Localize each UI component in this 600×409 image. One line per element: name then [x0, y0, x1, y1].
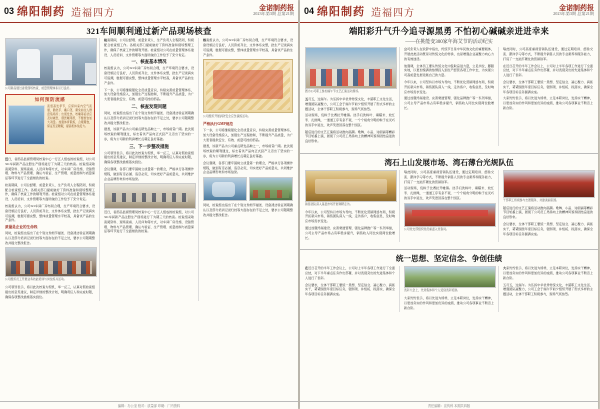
- right-para-9: 在近日召开的半年工作会议上，公司对上半年各项工作进行了全面总结，对下半年重点任务作出部署，并对表现突出的先进集体和个人进行了表彰。: [503, 63, 593, 78]
- left-para-1: 近日，省药品监督管理局核查中心一行五人组成的检查组，对公司321车间新产品注册生产现场进行了为期三天的核查。检查组采取查阅资料、现场查看、人员问询等方式，对车间厂房设施、设备管理、物料与产品管理、确认与验证、生产管理、质量控制与质量保证等环节进行了全面细致的检查。: [5, 156, 96, 181]
- photo-strip-2: [249, 177, 293, 201]
- caption-market-visit: 销售团队深入基层市场开展调研走访。: [305, 203, 353, 207]
- right-mid-para-1: 今年以来，公司坚持以市场为导向，不断优化营销网络布局，积极开拓新兴市场，销售团队深入一线，走访客户，收集信息，及时响应市场需求变化。: [305, 209, 395, 224]
- right-para-6: 今年以来，公司坚持以市场为导向，不断优化营销网络布局，积极开拓新兴市场，销售团队深入一线，走访客户，收集信息，及时响应市场需求变化。: [404, 80, 494, 94]
- left-para-16: 据悉，该新产品为公司重点研发品种之一，市场前景广阔。此次现场核查的顺利通过，标志着该产品向正式投产又迈出了坚实的一步，将为公司新的利润增长点奠定良好基础。: [203, 144, 293, 159]
- left-col-2: [99, 38, 194, 301]
- left-folio: 03: [4, 6, 15, 16]
- right-para-3: 随后进行的文艺汇演将活动推向高潮。歌舞、小品、诗朗诵等精彩节目轮番上演，展现了公司员工昂扬向上的精神风貌和团结奋进的良好形象。: [305, 129, 395, 144]
- caption-award-ceremony: 表彰大会上，先进集体和个人受到表彰奖励。: [404, 289, 460, 293]
- left-main-headline: 321车间顺利通过新产品现场核查: [86, 27, 212, 36]
- left-masthead-sub: 造福四方: [71, 7, 116, 19]
- right-para-10: 会议要求，全体干部职工要统一思想、坚定信念、凝心聚力、真抓实干，紧紧围绕年度目标任务，强弱项、补短板、抓落实，确保全年各项目标任务圆满完成。: [503, 80, 593, 94]
- right-bot-col-2: [399, 266, 494, 312]
- infobox-title: 如何预防流感: [34, 96, 66, 102]
- right-bot-para-4: 大家纷纷表示，将以先进为榜样，立足本职岗位，发扬实干精神，以更加务实的作风和更加优异的成绩，推动公司各项事业不断迈上新台阶。: [503, 266, 594, 280]
- right-main-headline: 端阳彩升气升今追寻源黑勇 不怕初心碱碱亲进进幸来: [348, 27, 550, 36]
- left-photo-strip: [203, 177, 293, 201]
- left-masthead-title: 绵阳制药: [17, 6, 66, 18]
- right-para-1: 五月五，过端午。为弘扬中华优秀传统文化，丰富职工文化生活，增强团队凝聚力，公司工会于端午节前夕组织开展了形式多样的主题活动，全体干部职工积极参与，现场气氛热烈。: [305, 96, 396, 111]
- caption-training: 公司组织员工开展业务技能培训与岗位练兵活动。: [5, 278, 67, 282]
- left-para-2: 检查期间，公司总经理、质量负责人、生产负责人全程陪同，积极配合检查组工作。各相关部门提前做好了资料准备和现场整理工作，确保了核查工作的顺利开展。检查组对公司在质量管理体系建设、人员培训、文件管理等方面所做的工作给予了充分肯定。: [5, 182, 95, 202]
- caption-poster: 公司组织开展消防安全应急演练活动。: [203, 115, 251, 119]
- photo-market-visit: [305, 170, 397, 202]
- left-para-9: 同时，检查组也指出了在个别文件细节描述、设备清洁验证周期确认以及部分培训记录归档等方面存在的不足之处，要求公司限期整改并提交整改报告。: [104, 110, 194, 125]
- left-para-13: 近日，省药品监督管理局核查中心一行五人组成的检查组，对公司321车间新产品注册生产现场进行了为期三天的核查。检查组采取查阅资料、现场查看、人员问询等方式，对车间厂房设施、设备管理、物料与产品管理、确认与验证、生产管理、质量控制与质量保证等环节进行了全面细致的检查。: [104, 210, 194, 234]
- left-para-15: 下一步，公司将继续强化全员质量意识，持续完善质量管理体系，加大设备设施投入，加强生产过程控制，不断提升产品质量，为广大患者提供安全、有效、质量可控的药品。: [203, 128, 293, 142]
- infobox-text: 流感高发季节，应保持室内空气流通，勤洗手、戴口罩，避免前往人群密集场所；出现发热、咳嗽等症状应及时就医，遵医嘱用药，不要擅自加大剂量。加强体育锻炼，合理膳食，保证充足睡眠，提高机体免疫力。: [47, 104, 92, 129]
- right-mid-col-2: [399, 170, 494, 242]
- right-para-11: 大家纷纷表示，将以先进为榜样，立足本职岗位，发扬实干精神，以更加务实的作风和更加优异的成绩，推动公司各项事业不断迈上新台阶。: [503, 96, 593, 110]
- right-mid-para-2: 通过加强终端建设、完善渠道管理、强化品牌推广等一系列举措，公司主导产品市场占有率稳步提升，销售收入同比实现两位数增长。: [305, 225, 395, 240]
- photo-training: [5, 247, 97, 277]
- right-columns-mid: [300, 170, 598, 246]
- right-bot-para-3: 大家纷纷表示，将以先进为榜样，立足本职岗位，发扬实干精神，以更加务实的作风和更加优异的成绩，推动公司各项事业不断迈上新台阶。: [404, 295, 494, 310]
- right-para-4: 公司负责人在致辞中指出，传统节日是中华民族文化的重要载体，开展此类活动既是对传统文化的传承，也是增强企业凝聚力向心力的有效途径。: [404, 47, 495, 61]
- right-col-2: [399, 47, 494, 146]
- infobox-flu-prevention: [5, 94, 95, 154]
- right-masthead-sub: 造福四方: [371, 7, 416, 19]
- right-bot-para-1: 在近日召开的半年工作会议上，公司对上半年各项工作进行了全面总结，对下半年重点任务作出部署，并对表现突出的先进集体和个人进行了表彰。: [305, 266, 396, 280]
- right-bot-para-2: 会议要求，全体干部职工要统一思想、坚定信念、凝心聚力、真抓实干，紧紧围绕年度目标任务，强弱项、补短板、抓落实，确保全年各项目标任务圆满完成。: [305, 282, 395, 297]
- right-para-8: 与此同时，公司高度重视营销队伍建设，通过定期培训、经验交流、跟岗学习等方式，不断提升销售人员的专业素养和服务能力，打造了一支能打硬仗的营销铁军。: [503, 47, 593, 61]
- photo-party-oath: [404, 203, 496, 227]
- left-para-8: 下一步，公司将继续强化全员质量意识，持续完善质量管理体系，加大设备设施投入，加强生产过程控制，不断提升产品质量，为广大患者提供安全、有效、质量可控的药品。: [104, 87, 194, 102]
- poster-health-campaign: [203, 59, 293, 113]
- right-para-5: 他强调，全体员工要从传统文化中汲取奋进力量，立足岗位，脚踏实地，以更加饱满的热情投入到生产经营各项工作中去，为实现公司高质量发展贡献自己的力量。: [404, 63, 494, 78]
- caption-lab-inspection: 公司新品通过省级现场核查，质量管理体系运行良好。: [5, 87, 73, 91]
- right-mid-col-1: [305, 170, 395, 242]
- right-para-7: 通过加强终端建设、完善渠道管理、强化品牌推广等一系列举措，公司主导产品市场占有率稳步提升，销售收入同比实现两位数增长。: [404, 96, 494, 110]
- right-columns-bottom: [300, 266, 598, 316]
- right-mid-para-3: 与此同时，公司高度重视营销队伍建设，通过定期培训、经验交流、跟岗学习等方式，不断提升销售人员的专业素养和服务能力，打造了一支能打硬仗的营销铁军。: [404, 170, 494, 184]
- right-subhead: ——在挑能变300家年海艾节的活动纪实: [405, 40, 493, 46]
- left-nameplate-line1: 金诺制药报: [259, 4, 294, 13]
- right-bot-col-1: [305, 266, 395, 312]
- photo-volunteer: [503, 170, 595, 198]
- left-para-11: 公司领导表示，将以此次核查为契机，举一反三，认真对照检查组提出的意见建议，制定详细的整改计划，明确责任人和完成时限，确保各项整改措施落实到位。: [104, 150, 194, 165]
- right-section-head-mid: 湾石上山发展市场、湾石薄台光规队伍: [300, 153, 598, 170]
- right-columns-top: [300, 47, 598, 150]
- right-folio: 04: [304, 6, 315, 16]
- left-nameplate-line2: 2023年第3期 总第21期: [253, 11, 294, 17]
- right-col-1: [305, 47, 395, 146]
- left-para-17: 会议强调，各部门要牢固树立质量第一的理念，严格执行各项操作规程，做到有章必循、违章必究，切实把好产品质量关，共同维护企业品牌形象和市场信誉。: [203, 160, 293, 175]
- right-col-3: [498, 47, 593, 146]
- photo-meeting: [104, 183, 196, 209]
- right-bot-col-3: [498, 266, 593, 312]
- left-para-10: 据悉，该新产品为公司重点研发品种之一，市场前景广阔。此次现场核查的顺利通过，标志着该产品向正式投产又迈出了坚实的一步，将为公司新的利润增长点奠定良好基础。: [104, 127, 194, 141]
- caption-party-oath: 公司党支部组织党员重温入党誓词。: [404, 227, 449, 231]
- right-nameplate-line1: 金诺制药报: [559, 4, 594, 13]
- right-bot-para-5: 五月五，过端午。为弘扬中华优秀传统文化，丰富职工文化生活，增强团队凝聚力，公司工会于端午节前夕组织开展了形式多样的主题活动，全体干部职工积极参与，现场气氛热烈。: [503, 282, 593, 297]
- left-para-18: 同时，检查组也指出了在个别文件细节描述、设备清洁验证周期确认以及部分培训记录归档等方面存在的不足之处，要求公司限期整改并提交整改报告。: [203, 203, 293, 217]
- photo-festival-crowd: [305, 47, 397, 89]
- left-section-head-2: 二、核查发现问题: [131, 103, 167, 109]
- left-col-3: [198, 38, 293, 301]
- left-para-3: 核查组认为，公司321车间厂房布局合理，生产环境符合要求，设备设施运行良好，人员资质齐全，文件体系完整，批生产记录真实可追溯，数据可靠完整，整体质量管理水平较高，具备该产品的生产条件。: [5, 204, 95, 223]
- left-col-1: [5, 38, 95, 301]
- left-nameplate: [253, 5, 294, 17]
- left-columns: [0, 38, 298, 305]
- left-page: [0, 0, 298, 409]
- left-red-note-1: 质量是企业的生命线: [5, 225, 38, 230]
- photo-strip-1: [203, 177, 247, 201]
- caption-volunteer: 干部职工积极参与志愿服务，共建美丽家园。: [503, 199, 559, 203]
- right-footer: 责任编辑：宣传科 本期共四版: [300, 401, 598, 409]
- caption-festival: 图为公司职工参加端午节文艺汇演活动现场。: [305, 90, 361, 94]
- left-masthead: [0, 0, 298, 23]
- right-page: [300, 0, 598, 409]
- photo-lab-inspection: [5, 38, 97, 86]
- right-mid-para-6: 会议要求，全体干部职工要统一思想、坚定信念、凝心聚力、真抓实干，紧紧围绕年度目标任务，强弱项、补短板、抓落实，确保全年各项目标任务圆满完成。: [503, 221, 593, 236]
- right-para-2: 活动现场，包粽子比赛拉开帷幕。选手们洗粽叶、填糯米、放红枣、扎细绳，一道道工序有条不紊，一个个棱角分明的粽子在灵巧的双手中诞生，欢声笑语回荡在整个园区。: [305, 113, 395, 127]
- right-masthead: [300, 0, 598, 23]
- left-para-12: 会议强调，各部门要牢固树立质量第一的理念，严格执行各项操作规程，做到有章必循、违章必究，切实把好产品质量关，共同维护企业品牌形象和市场信誉。: [104, 166, 194, 181]
- right-section-head-bottom: 统一思想、坚定信念、争创佳绩: [300, 249, 598, 266]
- left-section-head-1: 一、核查基本情况: [131, 59, 167, 65]
- left-para-5: 公司领导表示，将以此次核查为契机，举一反三，认真对照检查组提出的意见建议，制定详细的整改计划，明确责任人和完成时限，确保各项整改措施落实到位。: [5, 285, 95, 299]
- infobox-illustration: [8, 105, 45, 145]
- photo-award-ceremony: [404, 266, 496, 288]
- left-para-6: 检查期间，公司总经理、质量负责人、生产负责人全程陪同，积极配合检查组工作。各相关部门提前做好了资料准备和现场整理工作，确保了核查工作的顺利开展。检查组对公司在质量管理体系建设、人员培训、文件管理等方面所做的工作给予了充分肯定。: [104, 38, 195, 57]
- right-mid-col-3: [498, 170, 593, 242]
- right-masthead-title: 绵阳制药: [317, 6, 366, 18]
- left-section-head-3: 三、下一步整改措施: [129, 143, 169, 149]
- right-mid-para-4: 活动现场，包粽子比赛拉开帷幕。选手们洗粽叶、填糯米、放红枣、扎细绳，一道道工序有条不紊，一个个棱角分明的粽子在灵巧的双手中诞生，欢声笑语回荡在整个园区。: [404, 186, 494, 200]
- right-nameplate: [553, 5, 594, 17]
- left-para-4: 同时，检查组也指出了在个别文件细节描述、设备清洁验证周期确认以及部分培训记录归档等方面存在的不足之处，要求公司限期整改并提交整改报告。: [5, 231, 95, 245]
- left-footer: 编辑：办公室 校对：质量部 印刷：厂内资料: [0, 401, 298, 409]
- right-mid-para-5: 随后进行的文艺汇演将活动推向高潮。歌舞、小品、诗朗诵等精彩节目轮番上演，展现了公司员工昂扬向上的精神风貌和团结奋进的良好形象。: [503, 205, 593, 220]
- left-para-7: 核查组认为，公司321车间厂房布局合理，生产环境符合要求，设备设施运行良好，人员资质齐全，文件体系完整，批生产记录真实可追溯，数据可靠完整，整体质量管理水平较高，具备该产品的生产条件。: [104, 66, 194, 85]
- right-nameplate-line2: 2023年第3期 总第21期: [553, 11, 594, 17]
- left-red-note-2: 严格执行GMP规范: [203, 122, 233, 127]
- left-para-14: 核查组认为，公司321车间厂房布局合理，生产环境符合要求，设备设施运行良好，人员资质齐全，文件体系完整，批生产记录真实可追溯，数据可靠完整，整体质量管理水平较高，具备该产品的生产条件。: [203, 38, 294, 57]
